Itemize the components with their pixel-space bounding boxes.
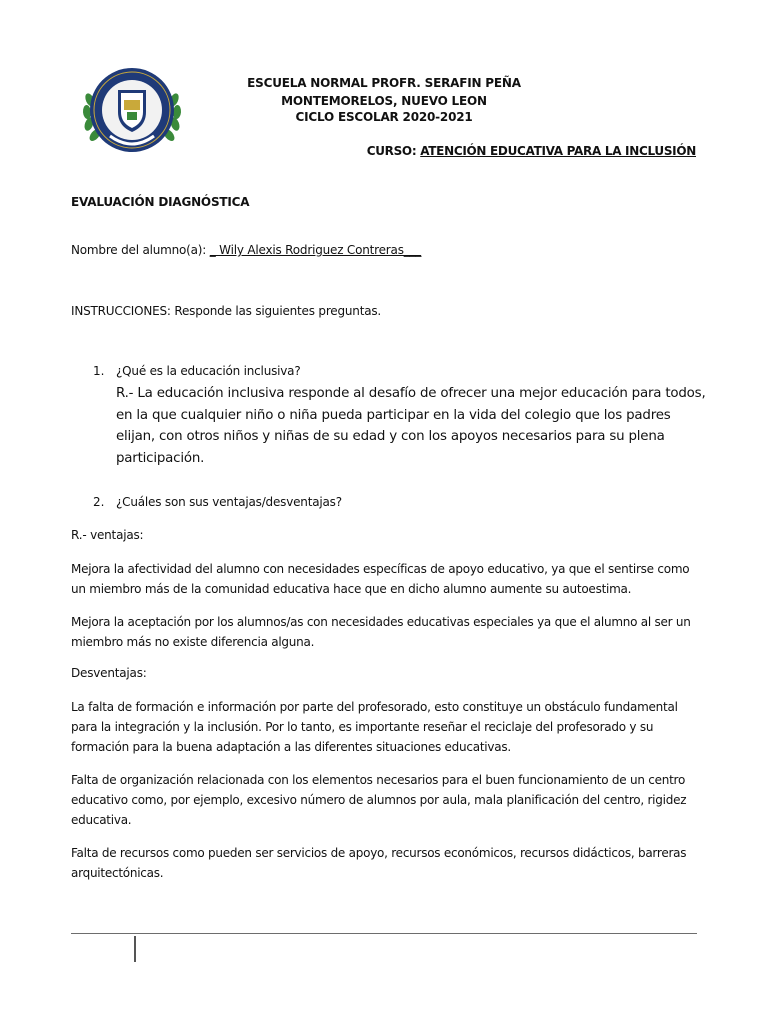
- ventajas-label: R.- ventajas:: [71, 528, 144, 542]
- school-name: ESCUELA NORMAL PROFR. SERAFIN PEÑA: [247, 76, 521, 90]
- desventaja-paragraph: Falta de organización relacionada con los elementos necesarios para el buen funcionamiento de un centro educativo como, por ejemplo, excesivo número de alumnos por aula, mala planificación del centro, rigidez educativa.: [71, 773, 687, 827]
- desventaja-paragraph: La falta de formación e información por parte del profesorado, esto constituye un obstáculo fundamental para la integración y la inclusión. Por lo tanto, es importante reseñar el reciclaje del profesorado y su formación para la buena adaptación a las diferentes situaciones educativas.: [71, 700, 678, 754]
- answer-text: R.- La educación inclusiva responde al desafío de ofrecer una mejor educación para todos, en la que cualquier niño o niña pueda participar en la vida del colegio que los padres elijan, con otros niños y niñas de su edad y con los apoyos necesarios para su plena participación.: [116, 386, 706, 466]
- ventaja-paragraph: Mejora la afectividad del alumno con necesidades específicas de apoyo educativo, ya que el sentirse como un miembro más de la comunidad educativa hace que en dicho alumno aumente su autoestima.: [71, 562, 690, 596]
- desventaja-paragraph: Falta de recursos como pueden ser servicios de apoyo, recursos económicos, recursos didácticos, barreras arquitectónicas.: [71, 846, 687, 880]
- question-text: ¿Cuáles son sus ventajas/desventajas?: [116, 495, 342, 509]
- question-number: 2.: [93, 495, 105, 509]
- student-name: _ Wily Alexis Rodriguez Contreras___: [209, 243, 422, 257]
- school-city: MONTEMORELOS, NUEVO LEON: [281, 94, 487, 108]
- instructions: INSTRUCCIONES: Responde las siguientes preguntas.: [71, 304, 382, 318]
- document-title: EVALUACIÓN DIAGNÓSTICA: [71, 195, 250, 209]
- student-label: Nombre del alumno(a):: [71, 243, 207, 257]
- footer-divider: [71, 933, 697, 934]
- course-name: ATENCIÓN EDUCATIVA PARA LA INCLUSIÓN: [420, 144, 696, 158]
- desventajas-label: Desventajas:: [71, 666, 147, 680]
- text-cursor: [134, 936, 136, 962]
- question-text: ¿Qué es la educación inclusiva?: [116, 364, 301, 378]
- ventaja-paragraph: Mejora la aceptación por los alumnos/as con necesidades educativas especiales ya que el alumno al ser un miembro más no existe diferencia alguna.: [71, 615, 691, 649]
- school-cycle: CICLO ESCOLAR 2020-2021: [295, 110, 473, 124]
- course-label: CURSO:: [366, 144, 417, 158]
- question-number: 1.: [93, 364, 105, 378]
- course-line: [367, 144, 696, 158]
- student-line: [71, 243, 421, 257]
